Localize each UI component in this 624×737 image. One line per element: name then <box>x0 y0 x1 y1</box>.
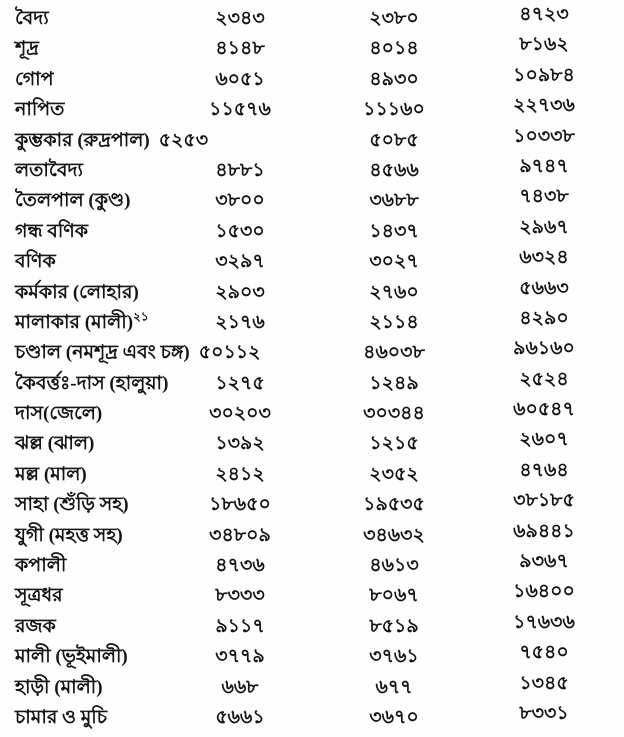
count-col-2: ৩০৩৪৪ <box>363 403 425 425</box>
caste-name-cell <box>15 188 130 214</box>
count-col-1: ১৩৯২ <box>215 433 265 455</box>
count-col-2: ৩০২৭ <box>369 251 419 273</box>
count-col-3: ১৭৬৩৬ <box>513 611 575 633</box>
count-col-1: ২৪১২ <box>215 463 265 485</box>
count-col-1: ৪৭৩৬ <box>215 555 265 577</box>
count-col-2: ৪৫৬৬ <box>369 159 419 181</box>
table-row <box>0 186 624 216</box>
caste-name: শূদ্র <box>15 38 39 60</box>
caste-name: বৈদ্য <box>15 8 49 29</box>
count-col-2: ৪০১৪ <box>369 38 419 60</box>
caste-name: তৈলপাল (কুণ্ড) <box>15 190 131 212</box>
count-col-3: ৯৭৪৭ <box>519 155 569 177</box>
table-row <box>0 126 624 156</box>
count-col-2: ৪৬০৩৮ <box>363 342 425 364</box>
table-row <box>0 612 624 642</box>
count-col-1: ১২৭৫ <box>215 372 265 394</box>
count-col-3: ২২৭৩৬ <box>513 95 575 117</box>
table-row <box>0 4 624 34</box>
caste-name-cell <box>15 523 123 549</box>
count-col-1: ২৯০৩ <box>215 281 265 303</box>
count-col-3: ৭৪৩৮ <box>519 186 569 208</box>
caste-name: রজক <box>15 615 56 637</box>
count-col-2: ৩৭৬১ <box>369 646 419 668</box>
count-col-1: ২১৭৬ <box>215 311 265 333</box>
table-row <box>0 95 624 125</box>
count-col-2: ২৭৬০ <box>369 281 419 303</box>
caste-name: কর্মকার (লোহার) <box>15 281 139 303</box>
count-col-3: ১৬৪০০ <box>513 581 575 603</box>
caste-name-sup: ২১ <box>133 309 149 324</box>
count-col-1: ৬৬৮ <box>221 676 259 698</box>
count-col-3: ৪৭৬৪ <box>519 459 569 481</box>
count-col-1: ৩০২০৩ <box>209 403 271 425</box>
caste-name: মালী (ভূইমালী) <box>15 646 128 668</box>
caste-name-cell <box>15 401 102 427</box>
count-col-3: ১৩৪৫ <box>519 672 569 694</box>
count-col-3: ৮৩৩১ <box>519 702 569 724</box>
count-col-2: ১৪৩৭ <box>369 220 419 242</box>
table-row <box>0 156 624 186</box>
count-col-1: ১১৫৭৬ <box>209 99 271 121</box>
table-row <box>0 490 624 520</box>
caste-name: ঝল্ল (ঝাল) <box>15 433 95 455</box>
caste-name: দাস(জেলে) <box>15 403 103 425</box>
caste-name-cell <box>15 219 88 245</box>
caste-name-cell <box>15 371 168 397</box>
count-col-1: ৪১৪৮ <box>215 38 265 60</box>
count-col-2: ৩৬৭০ <box>369 706 419 728</box>
caste-name: মল্ল (মাল) <box>15 463 87 485</box>
count-col-3: ৪৭২৩ <box>519 4 569 25</box>
table-row <box>0 460 624 490</box>
count-col-1: ১৮৬৫০ <box>209 494 271 516</box>
count-col-2: ৩৬৮৮ <box>369 190 419 212</box>
caste-name-cell <box>15 280 139 306</box>
count-col-2: ৬৭৭ <box>375 676 413 698</box>
caste-name-cell <box>15 128 208 154</box>
inline-count: ৫২৫৩ <box>158 129 209 151</box>
count-col-3: ৬৯৪৪১ <box>513 520 575 542</box>
caste-name: সাহা (শুঁড়ি সহ) <box>15 494 129 516</box>
caste-name: গন্ধ বণিক <box>15 220 89 242</box>
caste-name-cell <box>15 340 260 366</box>
count-col-1: ৩৮০০ <box>215 190 265 212</box>
caste-name-cell <box>15 6 49 32</box>
caste-name-cell <box>15 67 54 93</box>
count-col-3: ২৬০৭ <box>519 429 569 451</box>
caste-name: মালাকার (মালী) <box>15 311 134 333</box>
table-row <box>0 399 624 429</box>
table-row <box>0 521 624 551</box>
table-row <box>0 551 624 581</box>
count-col-3: ১০৯৮৪ <box>513 64 575 86</box>
caste-name: গোপ <box>15 68 54 90</box>
count-col-3: ২৯৬৭ <box>519 216 569 238</box>
count-col-1: ৯১১৭ <box>215 615 265 637</box>
caste-name: চণ্ডাল (নমশূদ্র এবং চঙ্গ) <box>15 342 190 364</box>
caste-name: লতাবৈদ্য <box>15 159 83 181</box>
table-row <box>0 338 624 368</box>
count-col-3: ৭৫৪০ <box>519 642 569 664</box>
caste-name: নাপিত <box>15 99 65 121</box>
count-col-3: ৯৩৬৭ <box>519 551 569 573</box>
table-row <box>0 429 624 459</box>
count-col-2: ২১১৪ <box>369 311 419 333</box>
caste-name-cell <box>15 158 83 184</box>
count-col-2: ৩৪৬৩২ <box>363 524 425 546</box>
count-col-3: ১০৩৩৮ <box>513 125 575 147</box>
count-col-1: ২৩৪৩ <box>215 8 265 29</box>
table-row <box>0 673 624 703</box>
caste-name-cell <box>15 97 64 123</box>
caste-name: কপালী <box>15 555 67 577</box>
count-col-1: ১৫৩০ <box>215 220 265 242</box>
count-col-3: ৯৬১৬০ <box>513 338 575 360</box>
table-row <box>0 581 624 611</box>
count-col-3: ৪২৯০ <box>519 307 569 329</box>
count-col-3: ৫৬৬৩ <box>519 277 569 299</box>
count-col-3: ৩৮১৮৫ <box>513 490 575 512</box>
caste-name-cell <box>15 614 56 640</box>
count-col-2: ৮০৬৭ <box>369 585 419 607</box>
count-col-2: ৪৯৩০ <box>369 68 419 90</box>
caste-name-cell <box>15 705 107 731</box>
table-row <box>0 247 624 277</box>
count-col-1: ৩২৯৭ <box>215 251 265 273</box>
caste-name: হাড়ী (মালী) <box>15 676 103 698</box>
count-col-2: ২৩৮০ <box>369 8 419 29</box>
table-row <box>0 278 624 308</box>
count-col-3: ২৫২৪ <box>519 368 569 390</box>
count-col-2: ২৩৫২ <box>369 463 419 485</box>
caste-name: সূত্রধর <box>15 585 63 607</box>
table-row <box>0 369 624 399</box>
count-col-1: ৫৬৬১ <box>215 706 265 728</box>
caste-name-cell <box>15 583 63 609</box>
count-col-2: ১১১৬০ <box>363 99 425 121</box>
table-row <box>0 703 624 733</box>
caste-name-cell <box>15 462 87 488</box>
count-col-3: ৮১৬২ <box>519 34 569 56</box>
count-col-2: ৪৬১৩ <box>369 555 419 577</box>
count-col-2: ৫০৮৫ <box>369 129 419 151</box>
count-col-2: ১৯৫৩৫ <box>363 494 425 516</box>
caste-name-cell <box>15 553 66 579</box>
count-col-1: ৮৩৩৩ <box>215 585 265 607</box>
count-col-2: ১২৪৯ <box>369 372 419 394</box>
caste-name: কুম্ভকার (রুদ্রপাল) <box>15 129 150 151</box>
census-table <box>0 4 624 733</box>
caste-name-cell <box>15 431 94 457</box>
count-col-3: ৬০৫৪৭ <box>513 399 575 421</box>
table-row <box>0 642 624 672</box>
table-row <box>0 65 624 95</box>
count-col-2: ১২১৫ <box>369 433 419 455</box>
caste-name: বণিক <box>15 251 56 273</box>
count-col-1: ৩৭৭৯ <box>215 646 265 668</box>
caste-name-cell <box>15 644 128 670</box>
count-col-2: ৮৫১৯ <box>369 615 419 637</box>
count-col-1: ৩৪৮০৯ <box>209 524 271 546</box>
caste-name-cell <box>15 310 149 336</box>
caste-name: চামার ও মুচি <box>15 706 107 728</box>
caste-name: যুগী (মহত্ত সহ) <box>15 524 123 546</box>
count-col-1: ৬০৫১ <box>215 68 265 90</box>
caste-name-cell <box>15 249 56 275</box>
table-row <box>0 217 624 247</box>
inline-count: ৫০১১২ <box>198 342 261 364</box>
caste-name-cell <box>15 492 129 518</box>
count-col-3: ৬৩২৪ <box>519 247 569 269</box>
caste-name-cell <box>15 36 39 62</box>
table-row <box>0 34 624 64</box>
table-row <box>0 308 624 338</box>
caste-name: কৈবর্ত্তঃ-দাস (হালুয়া) <box>15 372 169 394</box>
count-col-1: ৪৮৮১ <box>215 159 265 181</box>
caste-name-cell <box>15 675 103 701</box>
